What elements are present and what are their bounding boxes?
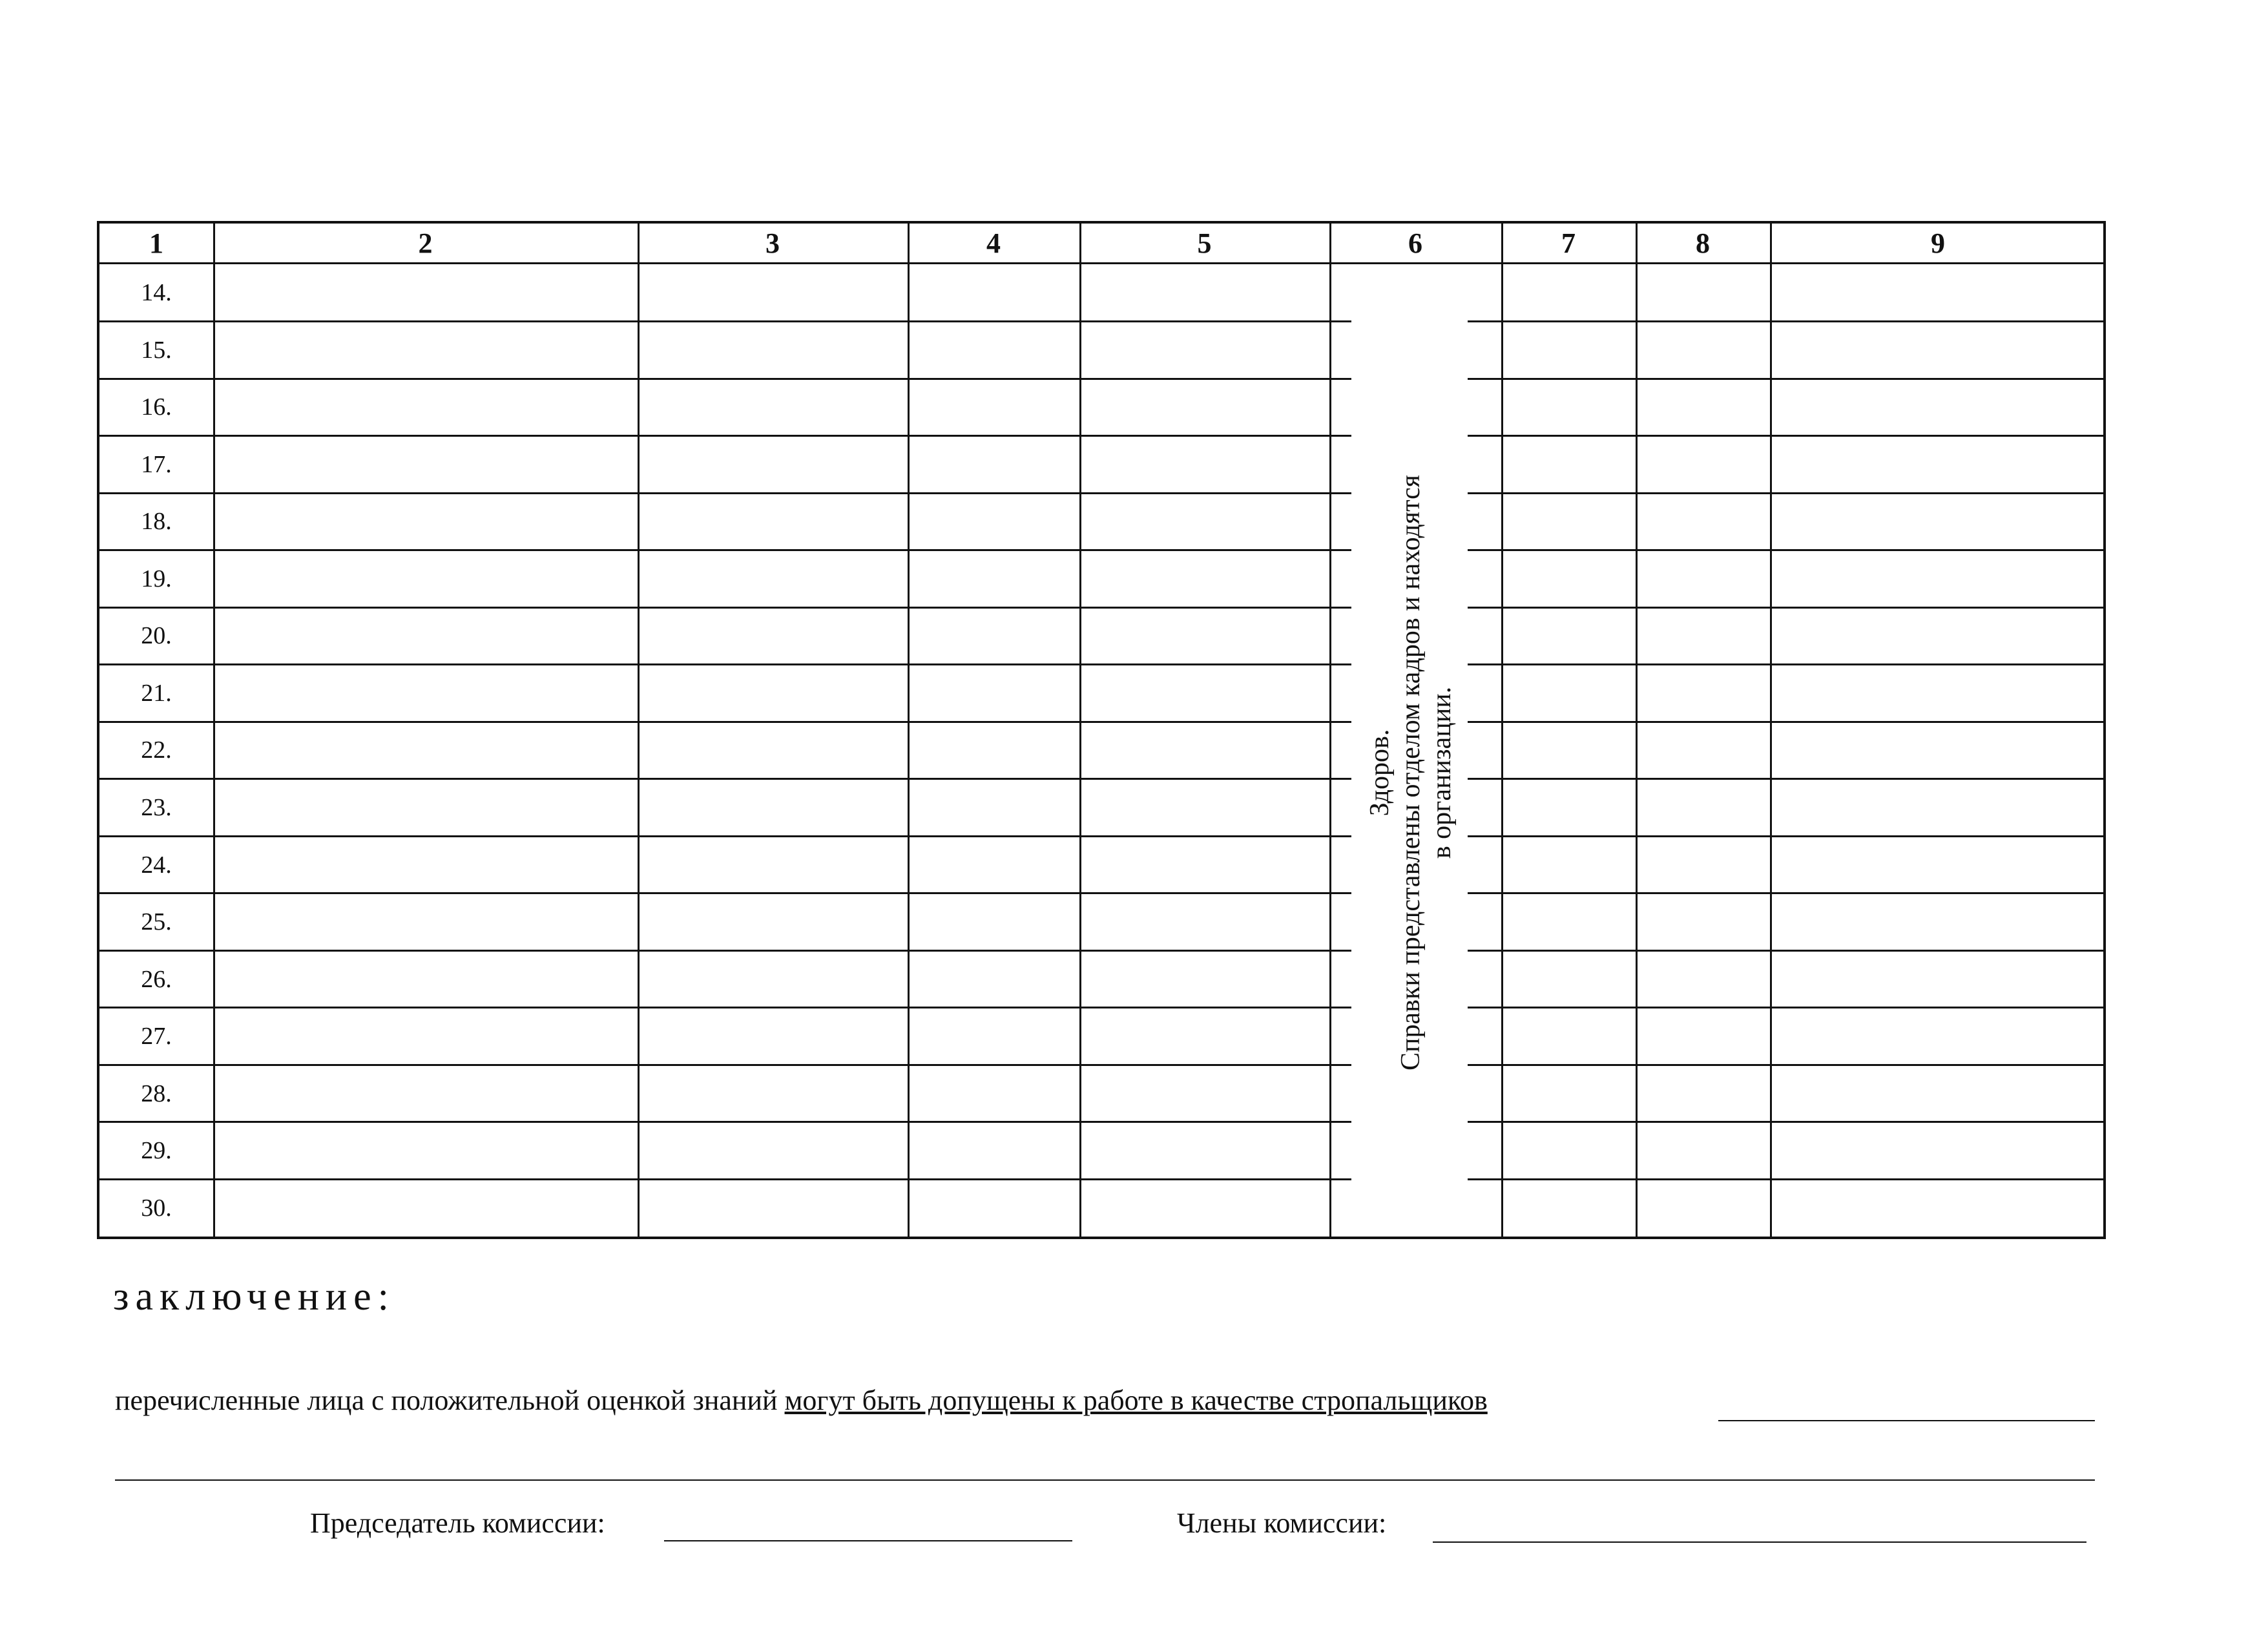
- conclusion-fill-line-2: [115, 1479, 2095, 1481]
- row-divider: [99, 435, 1329, 437]
- row-divider-stub: [1468, 320, 1501, 322]
- row-divider: [1501, 663, 2106, 665]
- row-number: 18.: [141, 508, 172, 536]
- row-number: 16.: [141, 393, 172, 421]
- row-divider-stub: [1329, 378, 1351, 380]
- row-divider: [1501, 950, 2106, 952]
- row-number: 20.: [141, 622, 172, 650]
- row-divider: [1501, 378, 2106, 380]
- note-line-3: в организации.: [1427, 686, 1457, 859]
- row-divider: [99, 320, 1329, 322]
- row-divider: [99, 778, 1329, 780]
- column-header-6: 6: [1408, 227, 1422, 259]
- row-number: 22.: [141, 736, 172, 764]
- row-divider: [1501, 892, 2106, 894]
- row-number: 23.: [141, 794, 172, 821]
- row-divider: [99, 1121, 1329, 1123]
- column-divider: [1770, 224, 1772, 1237]
- row-number: 27.: [141, 1023, 172, 1050]
- column-header-4: 4: [986, 227, 1001, 259]
- row-divider-stub: [1468, 378, 1501, 380]
- column-header-7: 7: [1561, 227, 1576, 259]
- column-header-8: 8: [1696, 227, 1710, 259]
- row-divider: [99, 663, 1329, 665]
- row-divider: [1501, 549, 2106, 551]
- row-divider: [1501, 1007, 2106, 1008]
- members-signature-line: [1433, 1541, 2086, 1543]
- row-divider: [99, 492, 1329, 494]
- column-header-5: 5: [1197, 227, 1212, 259]
- row-divider: [99, 1178, 1329, 1180]
- row-divider: [1501, 492, 2106, 494]
- row-number: 28.: [141, 1080, 172, 1107]
- row-number: 24.: [141, 851, 172, 879]
- chairman-label: Председатель комиссии:: [310, 1507, 605, 1539]
- row-divider-stub: [1329, 1178, 1351, 1180]
- row-divider: [1501, 320, 2106, 322]
- row-number: 25.: [141, 908, 172, 936]
- row-divider: [99, 1007, 1329, 1008]
- row-divider: [1501, 835, 2106, 837]
- row-divider: [99, 892, 1329, 894]
- row-divider: [1501, 1064, 2106, 1066]
- row-divider: [1501, 607, 2106, 609]
- note-line-2: Справки представлены отделом кадров и находятся: [1396, 475, 1426, 1070]
- column-divider: [1079, 224, 1081, 1237]
- column-header-3: 3: [765, 227, 780, 259]
- row-divider: [99, 721, 1329, 723]
- row-divider: [1501, 1121, 2106, 1123]
- members-label: Члены комиссии:: [1177, 1507, 1387, 1539]
- row-number: 19.: [141, 565, 172, 592]
- row-number: 26.: [141, 965, 172, 993]
- row-number: 30.: [141, 1194, 172, 1222]
- conclusion-text-underlined: могут быть допущены к работе в качестве стропальщиков: [784, 1384, 1488, 1416]
- row-divider: [1501, 721, 2106, 723]
- row-divider: [99, 835, 1329, 837]
- row-divider: [99, 950, 1329, 952]
- row-divider: [99, 378, 1329, 380]
- column-divider: [213, 224, 215, 1237]
- conclusion-fill-line: [1718, 1420, 2095, 1421]
- column-header-9: 9: [1931, 227, 1945, 259]
- conclusion-title: заключение:: [113, 1275, 395, 1319]
- row-number: 14.: [141, 279, 172, 307]
- conclusion-text: [115, 1384, 1488, 1417]
- row-divider: [1501, 1178, 2106, 1180]
- row-number: 15.: [141, 336, 172, 364]
- column6-note: [1327, 417, 1495, 1128]
- row-divider: [99, 1064, 1329, 1066]
- row-divider: [99, 607, 1329, 609]
- note-line-1: Здоров.: [1365, 729, 1395, 817]
- row-divider: [99, 549, 1329, 551]
- row-number: 17.: [141, 450, 172, 478]
- chairman-signature-line: [664, 1540, 1072, 1541]
- results-table: [97, 221, 2106, 1239]
- row-divider-stub: [1468, 1178, 1501, 1180]
- column-header-2: 2: [418, 227, 433, 259]
- conclusion-text-plain: перечисленные лица с положительной оценкой знаний: [115, 1384, 785, 1416]
- column-divider: [1501, 224, 1503, 1237]
- row-divider: [1501, 778, 2106, 780]
- row-number: 21.: [141, 679, 172, 707]
- column-header-1: 1: [149, 227, 163, 259]
- column-divider: [638, 224, 640, 1237]
- column-divider: [1636, 224, 1638, 1237]
- row-number: 29.: [141, 1137, 172, 1165]
- column-divider: [908, 224, 910, 1237]
- row-divider: [1501, 435, 2106, 437]
- row-divider-stub: [1329, 320, 1351, 322]
- header-divider: [99, 262, 2103, 264]
